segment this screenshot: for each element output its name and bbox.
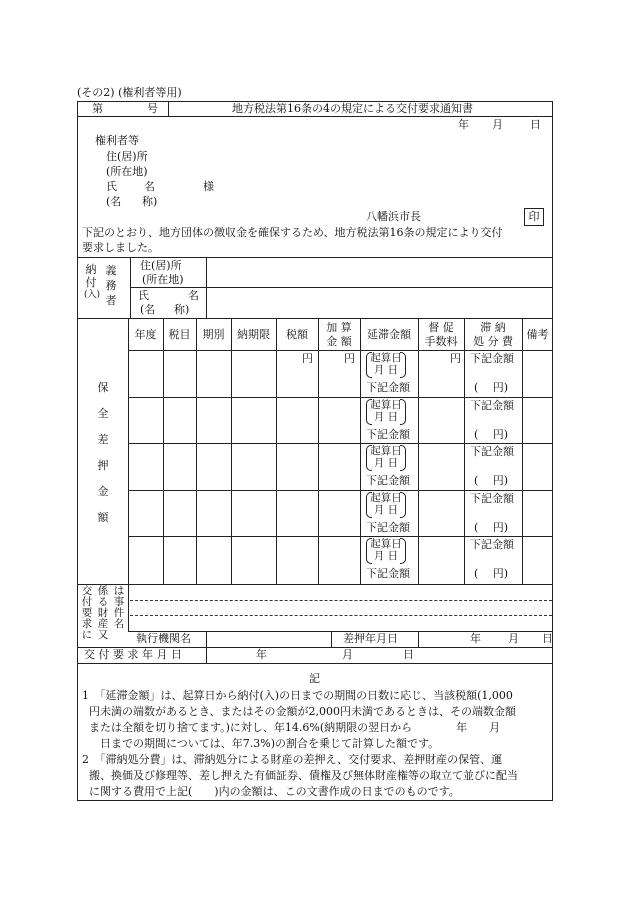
addressee-name-a: 氏 (106, 180, 117, 193)
start-date-bracket: 起算日 月 日 (366, 538, 406, 564)
addressee-label: 権利者等 (95, 134, 139, 147)
obligor-address-sub: (所在地) (142, 273, 184, 286)
late-below-amount: 下記金額 (366, 474, 410, 487)
request-date-label: 交 付 要 求 年 月 日 (84, 648, 182, 661)
disp-paren-yen: ( 円) (474, 521, 509, 534)
divider (128, 397, 553, 398)
divider (77, 663, 553, 664)
note-2-line2: 搬、換価及び修理等、差し押えた有価証券、債権及び無体財産権等の取立て並びに配当 (89, 769, 518, 782)
obligor-address-label: 住(居)所 (140, 259, 182, 272)
divider (128, 318, 129, 584)
divider (128, 631, 553, 632)
disp-paren-yen: ( 円) (474, 474, 509, 487)
col-header-fee-b: 手数料 (424, 335, 458, 348)
issue-month: 月 (492, 118, 503, 131)
col-header-fee-a: 督 促 (428, 321, 454, 334)
request-day: 日 (403, 648, 414, 661)
obligor-vlabel-b: 義 務 者 (105, 264, 117, 307)
addressee-address-sub: (所在地) (106, 165, 148, 178)
col-header-due-date: 納期限 (237, 328, 270, 341)
divider (418, 631, 419, 647)
form-type-label: (その2) (権利者等用) (77, 86, 182, 99)
disp-below-amount: 下記金額 (470, 399, 514, 412)
col-header-remarks: 備考 (526, 328, 549, 341)
obligor-name-sub-b: 称) (174, 303, 190, 316)
matters-vlabel-col1: 交 付 要 求 に (81, 585, 93, 641)
disp-paren-yen: ( 円) (474, 381, 509, 394)
divider (206, 631, 207, 647)
divider (276, 318, 277, 584)
divider (318, 318, 319, 584)
disp-below-amount: 下記金額 (470, 352, 514, 365)
col-header-tax-amount: 税額 (286, 328, 308, 341)
col-header-period: 期別 (202, 328, 225, 341)
request-month: 月 (342, 648, 353, 661)
late-below-amount: 下記金額 (366, 428, 410, 441)
addressee-name-sub-a: (名 (106, 195, 122, 208)
disp-below-amount: 下記金額 (470, 445, 514, 458)
divider (128, 584, 129, 631)
note-2-line1: 2 「滞納処分費」は、滞納処分による財産の差押え、交付要求、差押財産の保管、運 (82, 753, 503, 766)
table-side-label: 保 全 差 押 金 額 (97, 381, 109, 524)
note-1-line2: 円未満の端数があるとき、またはその金額が2,000円未満であるときは、その端数金額 (89, 705, 517, 718)
col-header-late-fee: 延滞金額 (367, 328, 411, 341)
start-date-bracket: 起算日 月 日 (366, 492, 406, 518)
note-2-line3: に関する費用で上記( )内の金額は、この文書作成の日までのものです。 (89, 785, 460, 798)
divider (77, 318, 553, 319)
intro-text-line1: 下記のとおり、地方団体の徴収金を確保するため、地方税法第16条の規定により交付 (82, 226, 503, 239)
addressee-name-b: 名 (144, 180, 155, 193)
official-seal: 印 (524, 208, 544, 226)
divider (128, 490, 553, 491)
obligor-name-sub-a: (名 (140, 303, 156, 316)
disp-below-amount: 下記金額 (470, 538, 514, 551)
obligor-name-b: 名 (188, 289, 199, 302)
start-date-bracket: 起算日 月 日 (366, 399, 406, 425)
divider (130, 615, 552, 616)
doc-number-label: 第 (92, 102, 103, 115)
divider (128, 443, 553, 444)
yen-unit-add: 円 (344, 352, 355, 365)
disp-below-amount: 下記金額 (470, 492, 514, 505)
obligor-vlabel-a: 納 付 (入) (84, 263, 101, 300)
divider (163, 318, 164, 584)
issue-year: 年 (458, 118, 469, 131)
obligor-address-field[interactable] (206, 257, 207, 287)
addressee-honorific: 様 (203, 180, 214, 193)
divider (130, 257, 131, 318)
late-below-amount: 下記金額 (366, 521, 410, 534)
disp-paren-yen: ( 円) (474, 428, 509, 441)
seizure-day: 日 (542, 632, 553, 645)
col-header-year: 年度 (134, 328, 157, 341)
divider (231, 318, 232, 584)
addressee-name-sub-b: 称) (142, 195, 158, 208)
issue-day: 日 (530, 118, 541, 131)
notes-title: 記 (309, 672, 320, 685)
document-title: 地方税法第16条の4の規定による交付要求通知書 (232, 102, 473, 115)
divider (77, 116, 553, 117)
start-date-bracket: 起算日 月 日 (366, 352, 406, 378)
divider (77, 257, 553, 258)
intro-text-line2: 要求しました。 (82, 241, 159, 254)
divider (522, 318, 523, 584)
divider (77, 584, 553, 585)
addressee-address-label: 住(居)所 (106, 150, 148, 163)
disp-paren-yen: ( 円) (474, 567, 509, 580)
yen-unit-fee: 円 (450, 352, 461, 365)
seizure-date-label: 差押年月日 (343, 632, 398, 645)
col-header-add-a: 加 算 (326, 321, 352, 334)
divider (130, 600, 552, 601)
col-header-tax-item: 税目 (168, 328, 191, 341)
obligor-name-a: 氏 (138, 289, 149, 302)
issuer-name: 八幡浜市長 (366, 210, 421, 223)
col-header-add-b: 金 額 (326, 335, 352, 348)
divider (464, 318, 465, 584)
divider (128, 536, 553, 537)
note-1-line4: 日までの期間については、年7.3%)の割合を乗じて計算した額です。 (100, 737, 440, 750)
start-date-bracket: 起算日 月 日 (366, 445, 406, 471)
col-header-disp-a: 滞 納 (480, 321, 506, 334)
seizure-year: 年 (470, 632, 481, 645)
matters-vlabel-col3: は 事 件 名 (113, 585, 125, 630)
divider (360, 318, 361, 584)
divider (418, 318, 419, 584)
divider (331, 631, 332, 647)
exec-agency-label: 執行機関名 (136, 632, 191, 645)
request-year: 年 (256, 648, 267, 661)
divider (130, 287, 553, 288)
matters-vlabel-col2: 係 る 財 産 又 (97, 585, 109, 641)
seizure-month: 月 (508, 632, 519, 645)
col-header-disp-b: 処 分 費 (473, 335, 513, 348)
late-below-amount: 下記金額 (366, 381, 410, 394)
divider (206, 647, 207, 663)
divider (196, 318, 197, 584)
doc-number-suffix: 号 (147, 102, 158, 115)
late-below-amount: 下記金額 (366, 567, 410, 580)
divider (128, 350, 553, 351)
note-1-line1: 1 「延滞金額」は、起算日から納付(入)の日までの期間の日数に応じ、当該税額(1,000 (82, 689, 513, 702)
note-1-line3: または全額を切り捨てます。)に対し、年14.6%(納期限の翌日から 年 月 (89, 721, 501, 734)
yen-unit-tax: 円 (302, 352, 313, 365)
divider (168, 101, 169, 116)
